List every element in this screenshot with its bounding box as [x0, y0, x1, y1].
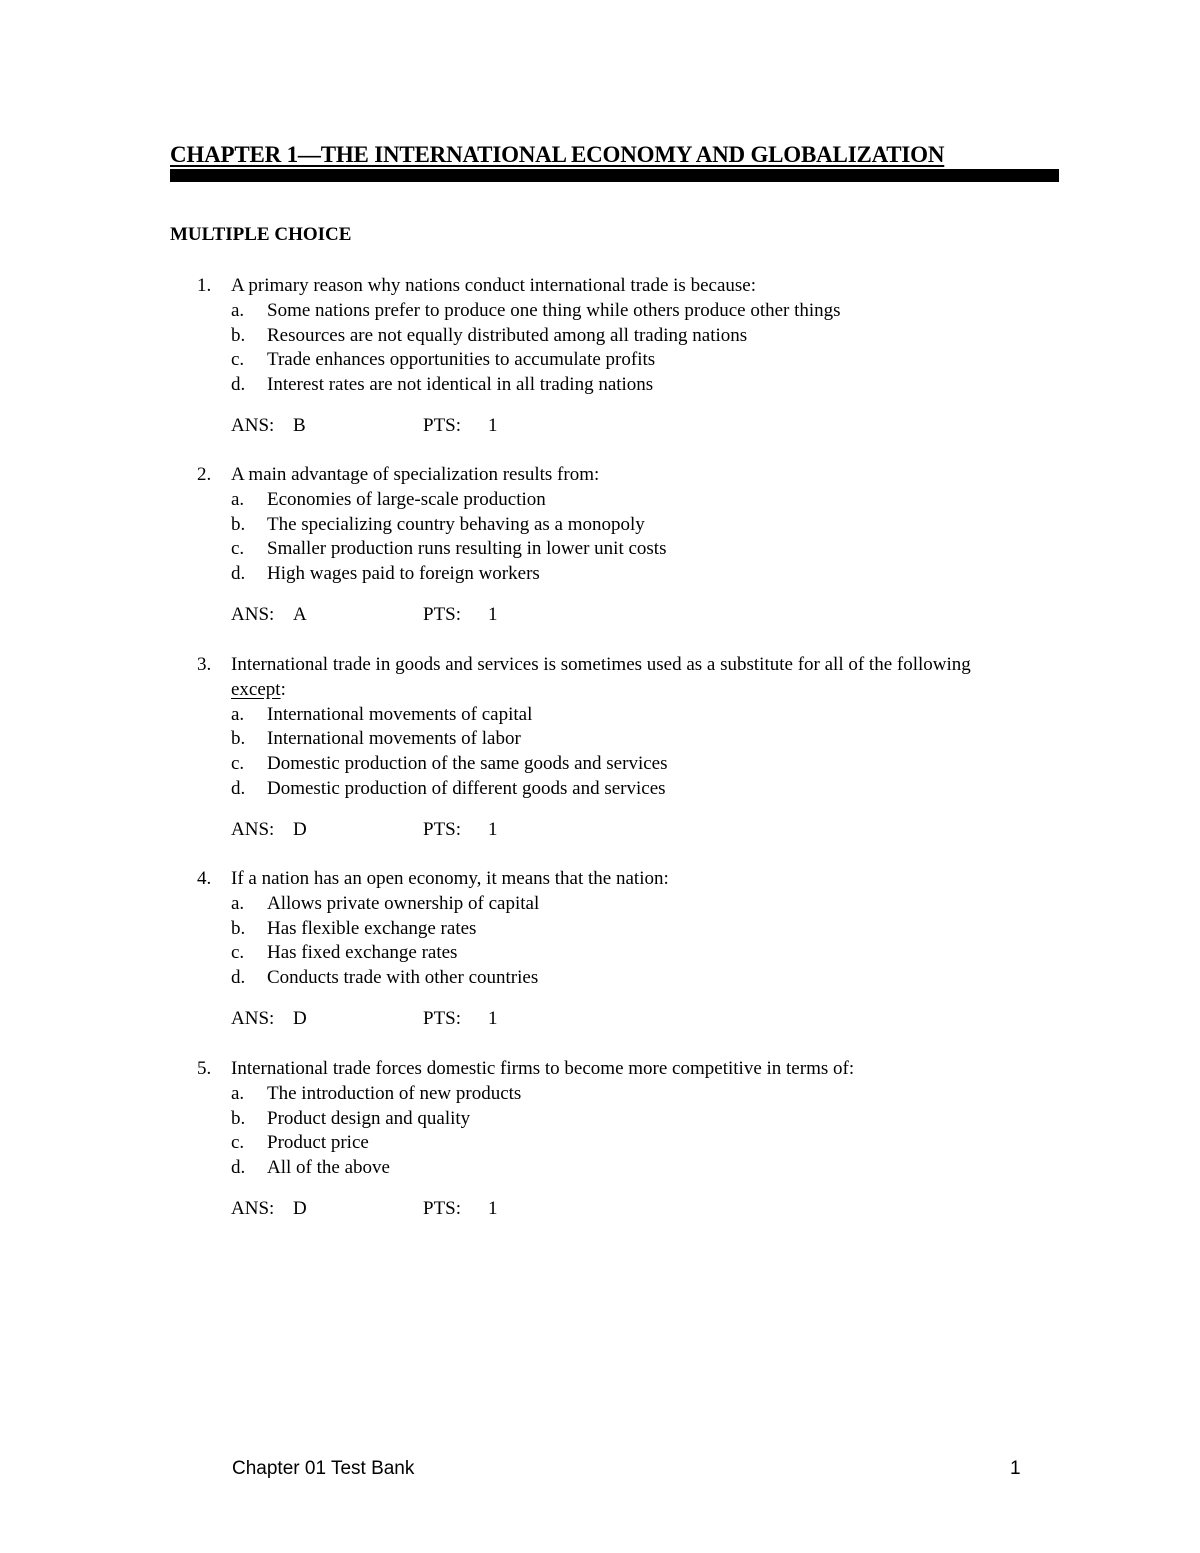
- option-text: International movements of capital: [267, 703, 533, 725]
- option-b: [197, 727, 1057, 752]
- option-text: The introduction of new products: [267, 1082, 522, 1104]
- ans-label: ANS:: [231, 1007, 275, 1029]
- option-text: Product design and quality: [267, 1107, 471, 1129]
- option-letter: c.: [231, 753, 245, 775]
- pts-label: PTS:: [423, 818, 462, 840]
- option-c: [197, 752, 1057, 777]
- pts-value: 1: [488, 818, 498, 840]
- option-d: [197, 777, 1057, 802]
- ans-label: ANS:: [231, 603, 275, 625]
- question-text: A main advantage of specialization results from:: [231, 464, 600, 485]
- option-letter: a.: [231, 703, 245, 725]
- section-heading: MULTIPLE CHOICE: [170, 224, 352, 245]
- question-text: [231, 653, 1021, 703]
- pts-label: PTS:: [423, 1197, 462, 1219]
- ans-value: A: [293, 603, 307, 625]
- ans-value: D: [293, 1007, 307, 1029]
- option-b: [197, 1107, 1057, 1132]
- option-letter: b.: [231, 513, 246, 535]
- option-text: Has flexible exchange rates: [267, 917, 477, 939]
- question-text: If a nation has an open economy, it means that the nation:: [231, 868, 669, 889]
- question-4: [197, 867, 1057, 1032]
- question-2: [197, 463, 1057, 628]
- question-3: [197, 653, 1057, 843]
- question-number: 4.: [197, 868, 212, 889]
- footer-page-number: 1: [1010, 1458, 1021, 1479]
- option-c: [197, 537, 1057, 562]
- option-letter: c.: [231, 942, 245, 964]
- option-text: The specializing country behaving as a monopoly: [267, 513, 645, 535]
- question-text: International trade forces domestic firms to become more competitive in terms of:: [231, 1058, 855, 1079]
- pts-value: 1: [488, 1007, 498, 1029]
- option-letter: b.: [231, 728, 246, 750]
- option-text: Economies of large-scale production: [267, 488, 546, 510]
- question-number: 5.: [197, 1058, 212, 1079]
- option-d: [197, 966, 1057, 991]
- option-letter: c.: [231, 349, 245, 371]
- option-a: [197, 488, 1057, 513]
- question-number: 1.: [197, 275, 212, 296]
- question-5: [197, 1057, 1057, 1222]
- option-text: Domestic production of different goods and services: [267, 777, 666, 799]
- ans-label: ANS:: [231, 1197, 275, 1219]
- option-letter: c.: [231, 538, 245, 560]
- option-text: Interest rates are not identical in all trading nations: [267, 374, 654, 396]
- option-text: International movements of labor: [267, 728, 521, 750]
- question-number: 3.: [197, 654, 212, 675]
- option-text: Domestic production of the same goods and services: [267, 753, 668, 775]
- option-a: [197, 299, 1057, 324]
- pts-value: 1: [488, 414, 498, 436]
- option-text: Trade enhances opportunities to accumulate profits: [267, 349, 656, 371]
- option-c: [197, 1131, 1057, 1156]
- option-letter: d.: [231, 967, 246, 989]
- ans-label: ANS:: [231, 414, 275, 436]
- option-d: [197, 1156, 1057, 1181]
- option-letter: d.: [231, 1157, 246, 1179]
- option-letter: a.: [231, 488, 245, 510]
- option-text: Resources are not equally distributed among all trading nations: [267, 324, 748, 346]
- question-number: 2.: [197, 464, 212, 485]
- option-text: Conducts trade with other countries: [267, 967, 539, 989]
- answer-row: [197, 1197, 1057, 1222]
- option-letter: d.: [231, 374, 246, 396]
- option-letter: a.: [231, 892, 245, 914]
- option-c: [197, 348, 1057, 373]
- option-a: [197, 892, 1057, 917]
- question-text: A primary reason why nations conduct international trade is because:: [231, 275, 756, 296]
- option-text: Allows private ownership of capital: [267, 892, 540, 914]
- title-rule: [170, 169, 1059, 182]
- question-text-suffix: :: [280, 678, 286, 700]
- option-b: [197, 513, 1057, 538]
- question-text-emphasis: except: [231, 678, 281, 700]
- option-letter: b.: [231, 1107, 246, 1129]
- ans-value: D: [293, 818, 307, 840]
- pts-label: PTS:: [423, 1007, 462, 1029]
- pts-label: PTS:: [423, 603, 462, 625]
- option-letter: b.: [231, 324, 246, 346]
- option-text: Some nations prefer to produce one thing while others produce other things: [267, 299, 841, 321]
- option-text: Product price: [267, 1132, 369, 1154]
- option-a: [197, 703, 1057, 728]
- question-text-prefix: International trade in goods and services is sometimes used as a substitute for all of the following: [231, 654, 971, 675]
- option-text: All of the above: [267, 1157, 390, 1179]
- answer-row: [197, 818, 1057, 843]
- question-1: [197, 274, 1057, 439]
- ans-label: ANS:: [231, 818, 275, 840]
- option-d: [197, 373, 1057, 398]
- option-letter: b.: [231, 917, 246, 939]
- option-c: [197, 941, 1057, 966]
- chapter-title: CHAPTER 1—THE INTERNATIONAL ECONOMY AND GLOBALIZATION: [170, 142, 945, 167]
- answer-row: [197, 1007, 1057, 1032]
- option-letter: c.: [231, 1132, 245, 1154]
- pts-value: 1: [488, 603, 498, 625]
- pts-value: 1: [488, 1197, 498, 1219]
- option-text: High wages paid to foreign workers: [267, 563, 540, 585]
- option-b: [197, 917, 1057, 942]
- option-letter: d.: [231, 777, 246, 799]
- option-text: Smaller production runs resulting in lower unit costs: [267, 538, 667, 560]
- option-b: [197, 324, 1057, 349]
- option-letter: a.: [231, 299, 245, 321]
- answer-row: [197, 414, 1057, 439]
- option-text: Has fixed exchange rates: [267, 942, 458, 964]
- option-letter: d.: [231, 563, 246, 585]
- ans-value: B: [293, 414, 306, 436]
- pts-label: PTS:: [423, 414, 462, 436]
- answer-row: [197, 603, 1057, 628]
- option-d: [197, 562, 1057, 587]
- option-a: [197, 1082, 1057, 1107]
- option-letter: a.: [231, 1082, 245, 1104]
- footer-title: Chapter 01 Test Bank: [232, 1458, 415, 1479]
- ans-value: D: [293, 1197, 307, 1219]
